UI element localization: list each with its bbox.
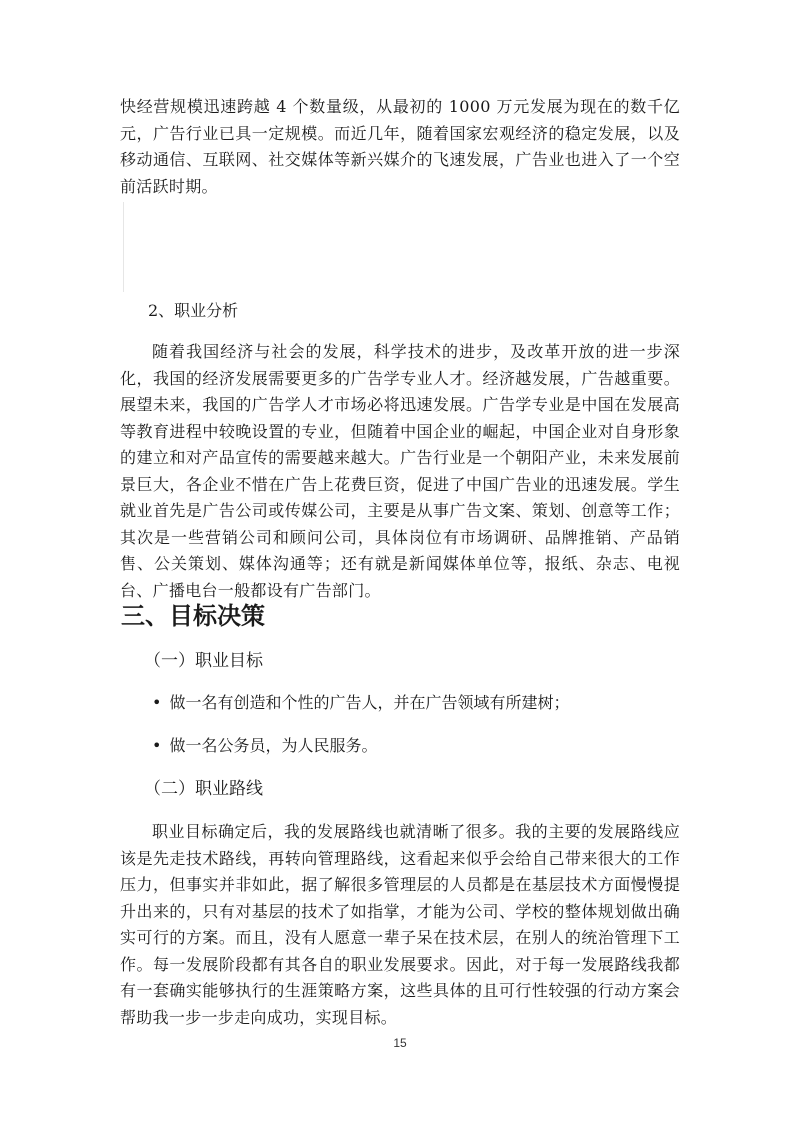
margin-line-divider — [123, 202, 124, 292]
bullet-item-goal-1 — [152, 692, 569, 714]
bullet-text: 做一名公务员，为人民服务。 — [169, 736, 378, 755]
subheading-career-goal: （一）职业目标 — [144, 651, 263, 671]
paragraph-career-path: 职业目标确定后，我的发展路线也就清晰了很多。我的主要的发展路线应该是先走技术路线，再转向管理路线，这看起来似乎会给自己带来很大的工作压力，但事实并非如此，据了解很多管理层的人员都是在基层技术方面慢慢提升出来的，只有对基层的技术了如指掌，才能为公司、学校的整体规划做出确实可行的方案。而且，没有人愿意一辈子呆在技术层，在别人的统治管理下工作。每一发展阶段都有其各自的职业发展要求。因此，对于每一发展路线我都有一套确实能够执行的生涯策略方案，这些具体的且可行性较强的行动方案会帮助我一步一步走向成功，实现目标。 — [120, 822, 680, 1027]
bullet-dot-icon: • — [152, 736, 162, 755]
bullet-text: 做一名有创造和个性的广告人，并在广告领域有所建树； — [169, 693, 570, 712]
section-heading-career-analysis: 2、职业分析 — [148, 301, 239, 320]
paragraph-career-analysis: 随着我国经济与社会的发展，科学技术的进步，及改革开放的进一步深化，我国的经济发展需要更多的广告学专业人才。经济越发展，广告越重要。展望未来，我国的广告学人才市场必将迅速发展。广告学专业是中国在发展高等教育进程中较晚设置的专业，但随着中国企业的崛起，中国企业对自身形象的建立和对产品宣传的需要越来越大。广告行业是一个朝阳产业，未来发展前景巨大，各企业不惜在广告上花费巨资，促进了中国广告业的迅速发展。学生就业首先是广告公司或传媒公司，主要是从事广告文案、策划、创意等工作；其次是一些营销公司和顾问公司，具体岗位有市场调研、品牌推销、产品销售、公关策划、媒体沟通等；还有就是新闻媒体单位等，报纸、杂志、电视台、广播电台一般都设有广告部门。 — [120, 342, 680, 600]
page-number: 15 — [393, 1036, 407, 1050]
subheading-career-path: （二）职业路线 — [144, 779, 263, 799]
main-heading-goal-decision: 三、目标决策 — [121, 602, 265, 630]
bullet-dot-icon: • — [152, 693, 162, 712]
paragraph-industry-scale: 快经营规模迅速跨越 4 个数量级，从最初的 1000 万元发展为现在的数千亿元，广告行业已具一定规模。而近几年，随着国家宏观经济的稳定发展，以及移动通信、互联网、社交媒体等新兴媒介的飞速发展，广告业也进入了一个空前活跃时期。 — [120, 97, 680, 196]
bullet-item-goal-2 — [152, 735, 377, 757]
